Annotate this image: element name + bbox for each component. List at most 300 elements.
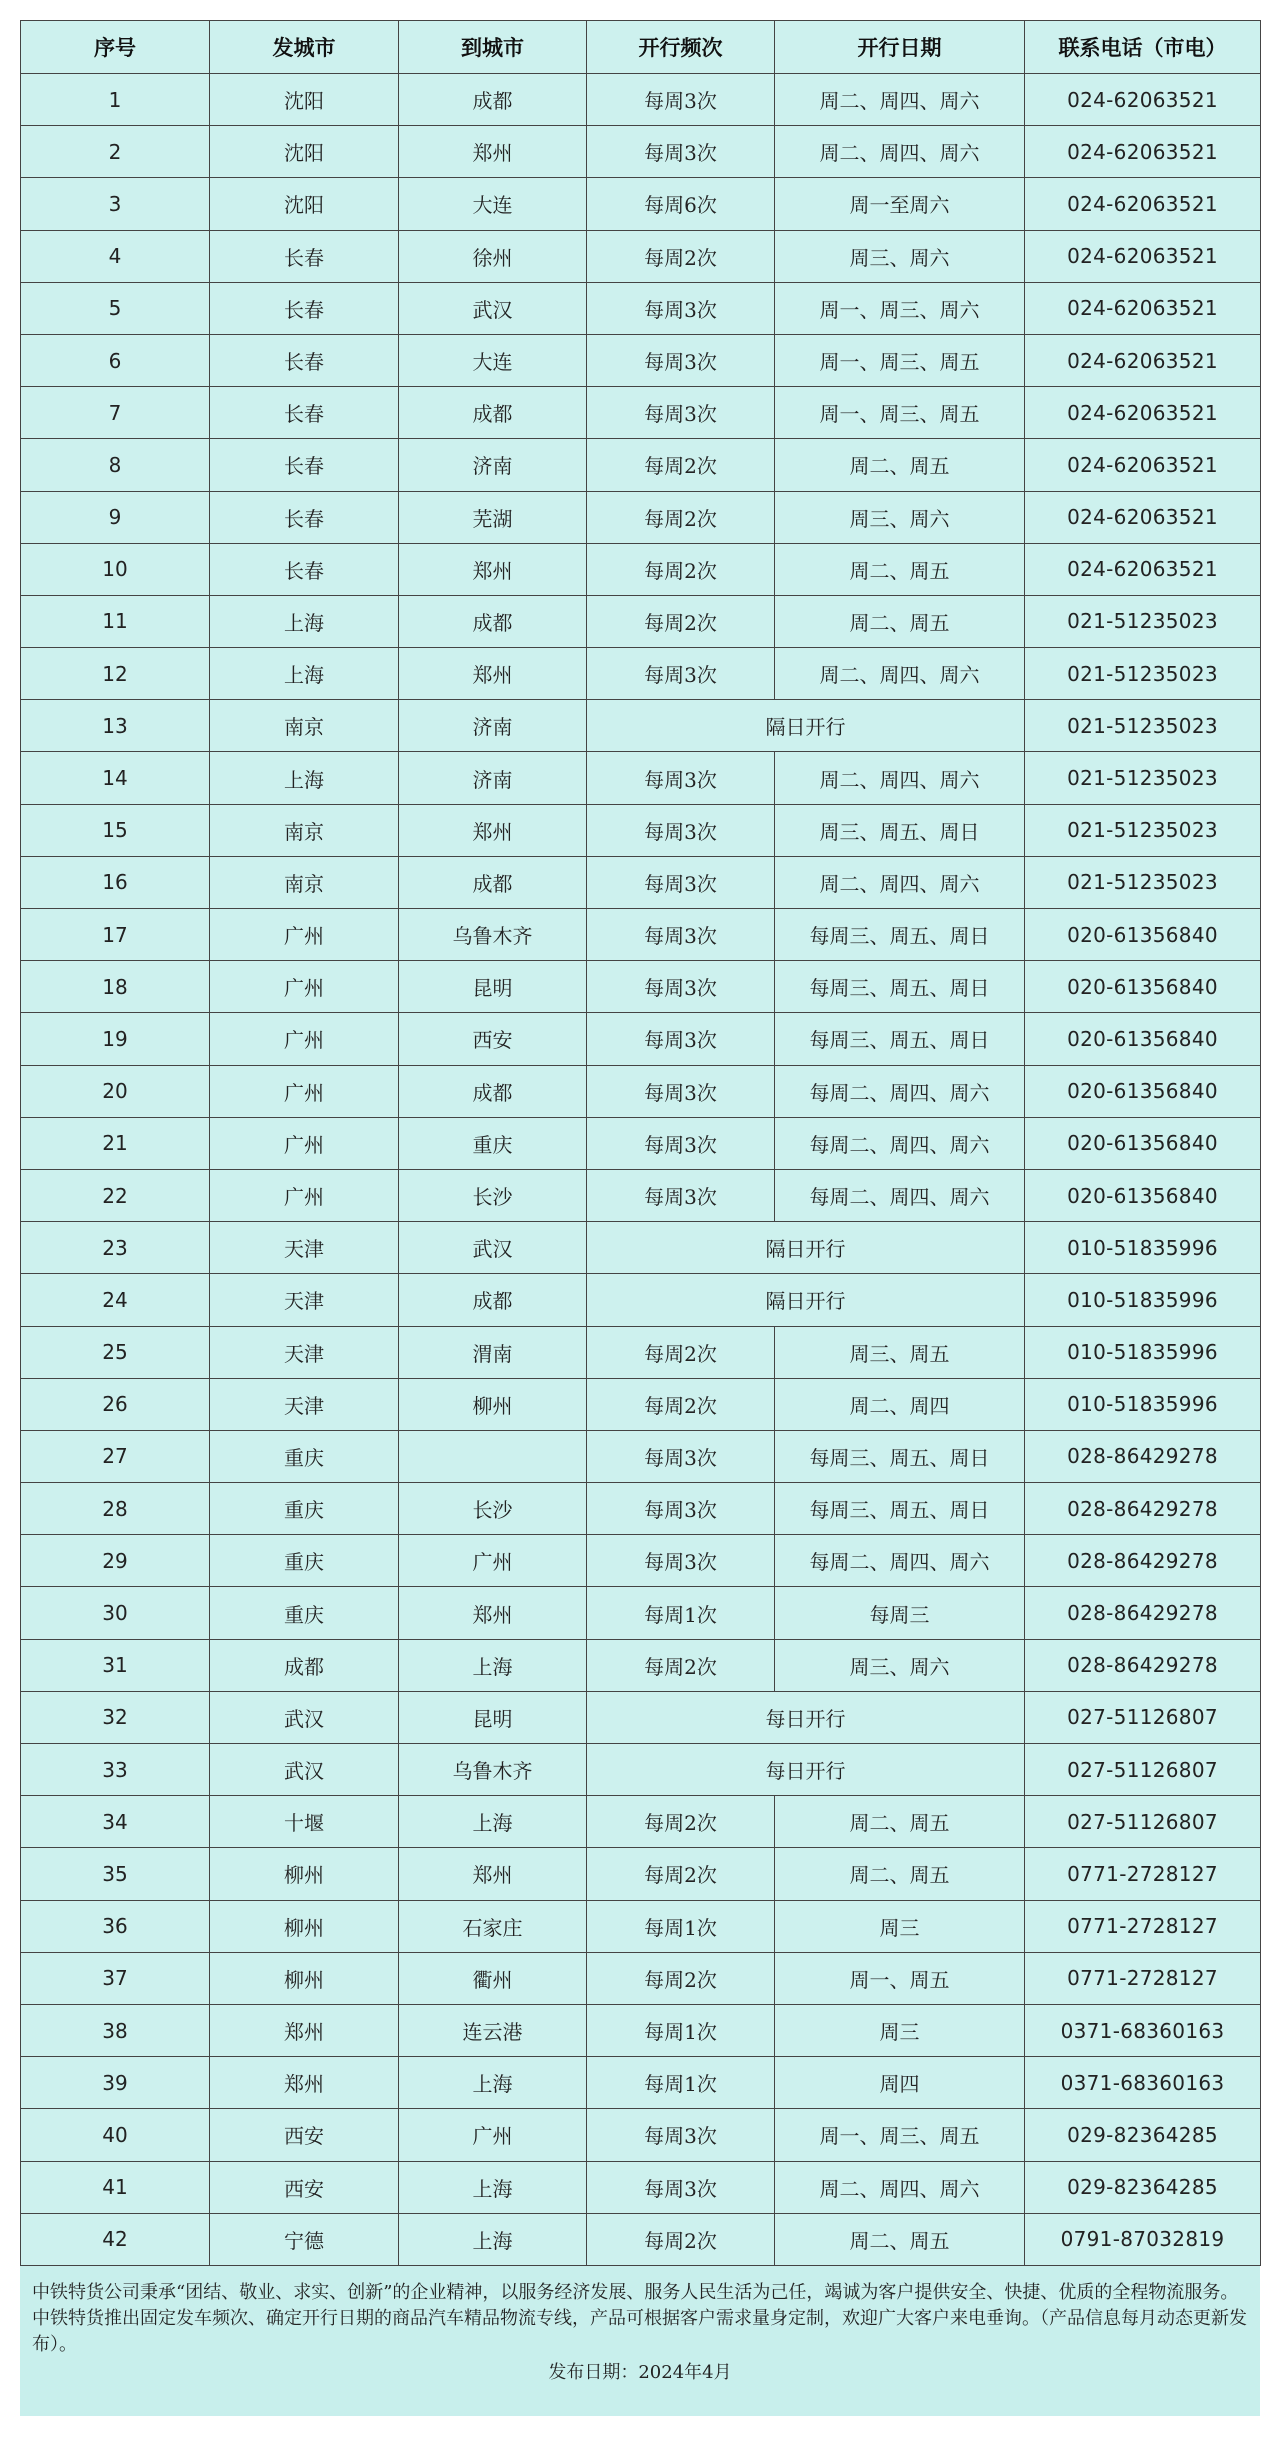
cell-from-city: 上海 xyxy=(210,752,399,804)
publish-date: 发布日期：2024年4月 xyxy=(548,2361,732,2383)
cell-phone: 024-62063521 xyxy=(1025,282,1261,334)
cell-no: 37 xyxy=(21,1952,210,2004)
cell-no: 29 xyxy=(21,1535,210,1587)
cell-frequency: 每周3次 xyxy=(587,126,775,178)
cell-run-days: 周三、周五 xyxy=(775,1326,1025,1378)
cell-phone: 0771-2728127 xyxy=(1025,1952,1261,2004)
cell-frequency: 每周3次 xyxy=(587,282,775,334)
table-row xyxy=(21,1065,1261,1117)
cell-frequency: 每周3次 xyxy=(587,74,775,126)
cell-frequency: 每周3次 xyxy=(587,1430,775,1482)
cell-to-city: 上海 xyxy=(399,1796,587,1848)
cell-to-city: 连云港 xyxy=(399,2004,587,2056)
cell-from-city: 长春 xyxy=(210,439,399,491)
cell-to-city xyxy=(399,1430,587,1482)
cell-merged-schedule: 隔日开行 xyxy=(587,700,1025,752)
cell-run-days: 周二、周五 xyxy=(775,1848,1025,1900)
cell-frequency: 每周2次 xyxy=(587,1952,775,2004)
cell-to-city: 上海 xyxy=(399,2057,587,2109)
table-row xyxy=(21,491,1261,543)
cell-to-city: 广州 xyxy=(399,1535,587,1587)
cell-from-city: 广州 xyxy=(210,1117,399,1169)
cell-to-city: 长沙 xyxy=(399,1169,587,1221)
cell-frequency: 每周3次 xyxy=(587,2161,775,2213)
cell-frequency: 每周3次 xyxy=(587,334,775,386)
cell-run-days: 周二、周五 xyxy=(775,1796,1025,1848)
table-row xyxy=(21,2213,1261,2265)
route-table xyxy=(20,20,1261,2266)
table-row xyxy=(21,178,1261,230)
cell-run-days: 周三 xyxy=(775,1900,1025,1952)
cell-phone: 024-62063521 xyxy=(1025,126,1261,178)
cell-frequency: 每周3次 xyxy=(587,856,775,908)
cell-run-days: 周三、周五、周日 xyxy=(775,804,1025,856)
cell-phone: 024-62063521 xyxy=(1025,230,1261,282)
cell-no: 24 xyxy=(21,1274,210,1326)
cell-to-city: 上海 xyxy=(399,1639,587,1691)
cell-no: 9 xyxy=(21,491,210,543)
cell-phone: 028-86429278 xyxy=(1025,1587,1261,1639)
cell-frequency: 每周2次 xyxy=(587,491,775,543)
cell-run-days: 周二、周四、周六 xyxy=(775,752,1025,804)
table-row xyxy=(21,1744,1261,1796)
cell-from-city: 长春 xyxy=(210,387,399,439)
cell-no: 12 xyxy=(21,648,210,700)
cell-merged-schedule: 每日开行 xyxy=(587,1691,1025,1743)
cell-no: 13 xyxy=(21,700,210,752)
cell-frequency: 每周2次 xyxy=(587,2213,775,2265)
cell-phone: 028-86429278 xyxy=(1025,1430,1261,1482)
cell-from-city: 南京 xyxy=(210,804,399,856)
cell-no: 33 xyxy=(21,1744,210,1796)
cell-from-city: 广州 xyxy=(210,909,399,961)
cell-from-city: 郑州 xyxy=(210,2004,399,2056)
table-row xyxy=(21,334,1261,386)
table-row xyxy=(21,961,1261,1013)
cell-from-city: 重庆 xyxy=(210,1430,399,1482)
cell-from-city: 天津 xyxy=(210,1222,399,1274)
cell-to-city: 郑州 xyxy=(399,1587,587,1639)
cell-frequency: 每周3次 xyxy=(587,1169,775,1221)
cell-frequency: 每周2次 xyxy=(587,1848,775,1900)
cell-phone: 024-62063521 xyxy=(1025,543,1261,595)
cell-run-days: 每周二、周四、周六 xyxy=(775,1169,1025,1221)
cell-phone: 021-51235023 xyxy=(1025,804,1261,856)
cell-merged-schedule: 每日开行 xyxy=(587,1744,1025,1796)
header-frequency: 开行频次 xyxy=(587,21,775,74)
footer-notice xyxy=(20,2266,1260,2416)
cell-from-city: 广州 xyxy=(210,1169,399,1221)
cell-no: 4 xyxy=(21,230,210,282)
cell-phone: 010-51835996 xyxy=(1025,1274,1261,1326)
cell-run-days: 每周三、周五、周日 xyxy=(775,1483,1025,1535)
cell-from-city: 重庆 xyxy=(210,1483,399,1535)
cell-phone: 020-61356840 xyxy=(1025,1013,1261,1065)
cell-no: 11 xyxy=(21,595,210,647)
cell-from-city: 武汉 xyxy=(210,1691,399,1743)
cell-no: 17 xyxy=(21,909,210,961)
cell-frequency: 每周3次 xyxy=(587,1065,775,1117)
cell-run-days: 每周二、周四、周六 xyxy=(775,1065,1025,1117)
table-row xyxy=(21,1013,1261,1065)
cell-phone: 020-61356840 xyxy=(1025,1169,1261,1221)
cell-frequency: 每周1次 xyxy=(587,2057,775,2109)
cell-phone: 028-86429278 xyxy=(1025,1639,1261,1691)
cell-run-days: 周一至周六 xyxy=(775,178,1025,230)
table-row xyxy=(21,1796,1261,1848)
cell-phone: 010-51835996 xyxy=(1025,1378,1261,1430)
cell-to-city: 昆明 xyxy=(399,1691,587,1743)
cell-phone: 020-61356840 xyxy=(1025,1117,1261,1169)
cell-to-city: 成都 xyxy=(399,1065,587,1117)
table-row xyxy=(21,439,1261,491)
table-row xyxy=(21,74,1261,126)
cell-no: 41 xyxy=(21,2161,210,2213)
cell-run-days: 每周三、周五、周日 xyxy=(775,909,1025,961)
cell-frequency: 每周3次 xyxy=(587,387,775,439)
cell-to-city: 西安 xyxy=(399,1013,587,1065)
cell-from-city: 郑州 xyxy=(210,2057,399,2109)
cell-run-days: 周一、周五 xyxy=(775,1952,1025,2004)
cell-no: 7 xyxy=(21,387,210,439)
cell-phone: 021-51235023 xyxy=(1025,700,1261,752)
table-row xyxy=(21,1483,1261,1535)
cell-no: 10 xyxy=(21,543,210,595)
cell-run-days: 周二、周四、周六 xyxy=(775,648,1025,700)
cell-no: 38 xyxy=(21,2004,210,2056)
cell-no: 36 xyxy=(21,1900,210,1952)
cell-from-city: 上海 xyxy=(210,595,399,647)
table-row xyxy=(21,230,1261,282)
cell-frequency: 每周3次 xyxy=(587,1535,775,1587)
cell-from-city: 宁德 xyxy=(210,2213,399,2265)
cell-frequency: 每周2次 xyxy=(587,1796,775,1848)
cell-to-city: 石家庄 xyxy=(399,1900,587,1952)
cell-to-city: 济南 xyxy=(399,439,587,491)
header-to-city: 到城市 xyxy=(399,21,587,74)
cell-phone: 010-51835996 xyxy=(1025,1222,1261,1274)
cell-phone: 028-86429278 xyxy=(1025,1483,1261,1535)
table-row xyxy=(21,1900,1261,1952)
cell-to-city: 郑州 xyxy=(399,1848,587,1900)
cell-from-city: 长春 xyxy=(210,230,399,282)
cell-to-city: 武汉 xyxy=(399,282,587,334)
cell-to-city: 郑州 xyxy=(399,648,587,700)
cell-run-days: 周二、周四、周六 xyxy=(775,74,1025,126)
cell-run-days: 每周三、周五、周日 xyxy=(775,961,1025,1013)
cell-no: 26 xyxy=(21,1378,210,1430)
cell-from-city: 成都 xyxy=(210,1639,399,1691)
cell-from-city: 十堰 xyxy=(210,1796,399,1848)
cell-run-days: 周一、周三、周六 xyxy=(775,282,1025,334)
table-row xyxy=(21,1952,1261,2004)
cell-from-city: 南京 xyxy=(210,856,399,908)
cell-no: 21 xyxy=(21,1117,210,1169)
cell-from-city: 柳州 xyxy=(210,1952,399,2004)
cell-run-days: 周三、周六 xyxy=(775,230,1025,282)
cell-frequency: 每周2次 xyxy=(587,1378,775,1430)
cell-no: 14 xyxy=(21,752,210,804)
table-row xyxy=(21,543,1261,595)
cell-phone: 024-62063521 xyxy=(1025,74,1261,126)
header-no: 序号 xyxy=(21,21,210,74)
table-row xyxy=(21,1117,1261,1169)
cell-from-city: 重庆 xyxy=(210,1535,399,1587)
cell-from-city: 长春 xyxy=(210,282,399,334)
header-from-city: 发城市 xyxy=(210,21,399,74)
cell-frequency: 每周1次 xyxy=(587,1587,775,1639)
cell-phone: 010-51835996 xyxy=(1025,1326,1261,1378)
cell-from-city: 天津 xyxy=(210,1326,399,1378)
cell-run-days: 每周三、周五、周日 xyxy=(775,1430,1025,1482)
table-row xyxy=(21,1169,1261,1221)
cell-to-city: 武汉 xyxy=(399,1222,587,1274)
cell-phone: 0371-68360163 xyxy=(1025,2004,1261,2056)
table-row xyxy=(21,2057,1261,2109)
table-row xyxy=(21,804,1261,856)
cell-frequency: 每周3次 xyxy=(587,1117,775,1169)
cell-to-city: 大连 xyxy=(399,334,587,386)
cell-from-city: 柳州 xyxy=(210,1848,399,1900)
cell-no: 30 xyxy=(21,1587,210,1639)
cell-phone: 021-51235023 xyxy=(1025,752,1261,804)
cell-no: 3 xyxy=(21,178,210,230)
table-row xyxy=(21,595,1261,647)
table-row xyxy=(21,909,1261,961)
cell-run-days: 每周二、周四、周六 xyxy=(775,1535,1025,1587)
cell-no: 42 xyxy=(21,2213,210,2265)
cell-phone: 0771-2728127 xyxy=(1025,1848,1261,1900)
cell-no: 5 xyxy=(21,282,210,334)
header-phone: 联系电话（市电） xyxy=(1025,21,1261,74)
cell-no: 25 xyxy=(21,1326,210,1378)
cell-frequency: 每周3次 xyxy=(587,961,775,1013)
table-row xyxy=(21,126,1261,178)
cell-to-city: 成都 xyxy=(399,387,587,439)
cell-phone: 020-61356840 xyxy=(1025,1065,1261,1117)
cell-merged-schedule: 隔日开行 xyxy=(587,1222,1025,1274)
cell-from-city: 武汉 xyxy=(210,1744,399,1796)
table-row xyxy=(21,1274,1261,1326)
cell-frequency: 每周3次 xyxy=(587,1013,775,1065)
cell-frequency: 每周3次 xyxy=(587,909,775,961)
cell-to-city: 乌鲁木齐 xyxy=(399,909,587,961)
cell-frequency: 每周3次 xyxy=(587,752,775,804)
table-row xyxy=(21,1326,1261,1378)
cell-phone: 027-51126807 xyxy=(1025,1744,1261,1796)
cell-from-city: 广州 xyxy=(210,1013,399,1065)
cell-no: 6 xyxy=(21,334,210,386)
cell-no: 40 xyxy=(21,2109,210,2161)
route-table-body xyxy=(21,74,1261,2266)
cell-phone: 029-82364285 xyxy=(1025,2161,1261,2213)
table-row xyxy=(21,1535,1261,1587)
table-row xyxy=(21,1639,1261,1691)
cell-run-days: 周二、周四、周六 xyxy=(775,856,1025,908)
table-row xyxy=(21,752,1261,804)
cell-phone: 0791-87032819 xyxy=(1025,2213,1261,2265)
cell-to-city: 成都 xyxy=(399,856,587,908)
cell-run-days: 周四 xyxy=(775,2057,1025,2109)
cell-frequency: 每周2次 xyxy=(587,543,775,595)
cell-run-days: 周三、周六 xyxy=(775,491,1025,543)
route-sheet xyxy=(20,20,1260,2416)
cell-frequency: 每周2次 xyxy=(587,1326,775,1378)
cell-no: 32 xyxy=(21,1691,210,1743)
cell-from-city: 天津 xyxy=(210,1274,399,1326)
cell-to-city: 乌鲁木齐 xyxy=(399,1744,587,1796)
cell-frequency: 每周1次 xyxy=(587,1900,775,1952)
cell-to-city: 渭南 xyxy=(399,1326,587,1378)
cell-frequency: 每周2次 xyxy=(587,230,775,282)
cell-frequency: 每周2次 xyxy=(587,1639,775,1691)
table-header-row xyxy=(21,21,1261,74)
cell-frequency: 每周3次 xyxy=(587,648,775,700)
cell-from-city: 广州 xyxy=(210,1065,399,1117)
cell-no: 19 xyxy=(21,1013,210,1065)
cell-no: 16 xyxy=(21,856,210,908)
cell-no: 1 xyxy=(21,74,210,126)
table-row xyxy=(21,387,1261,439)
cell-run-days: 周三 xyxy=(775,2004,1025,2056)
cell-to-city: 上海 xyxy=(399,2161,587,2213)
cell-to-city: 成都 xyxy=(399,74,587,126)
cell-phone: 021-51235023 xyxy=(1025,595,1261,647)
cell-to-city: 广州 xyxy=(399,2109,587,2161)
footer-paragraph: 中铁特货公司秉承“团结、敬业、求实、创新”的企业精神，以服务经济发展、服务人民生活为己任，竭诚为客户提供安全、快捷、优质的全程物流服务。中铁特货推出固定发车频次、确定开行日期的商品汽车精品物流专线，产品可根据客户需求量身定制，欢迎广大客户来电垂询。（产品信息每月动态更新发布）。 xyxy=(32,2281,1247,2355)
cell-to-city: 徐州 xyxy=(399,230,587,282)
table-row xyxy=(21,282,1261,334)
cell-phone: 020-61356840 xyxy=(1025,961,1261,1013)
cell-merged-schedule: 隔日开行 xyxy=(587,1274,1025,1326)
cell-to-city: 重庆 xyxy=(399,1117,587,1169)
cell-to-city: 柳州 xyxy=(399,1378,587,1430)
cell-to-city: 济南 xyxy=(399,700,587,752)
table-row xyxy=(21,1691,1261,1743)
cell-to-city: 郑州 xyxy=(399,543,587,595)
cell-phone: 0371-68360163 xyxy=(1025,2057,1261,2109)
cell-no: 20 xyxy=(21,1065,210,1117)
cell-to-city: 成都 xyxy=(399,595,587,647)
cell-run-days: 周一、周三、周五 xyxy=(775,387,1025,439)
cell-frequency: 每周2次 xyxy=(587,439,775,491)
cell-from-city: 南京 xyxy=(210,700,399,752)
cell-no: 22 xyxy=(21,1169,210,1221)
table-row xyxy=(21,700,1261,752)
cell-from-city: 西安 xyxy=(210,2109,399,2161)
cell-no: 23 xyxy=(21,1222,210,1274)
cell-to-city: 成都 xyxy=(399,1274,587,1326)
cell-run-days: 每周三、周五、周日 xyxy=(775,1013,1025,1065)
cell-phone: 024-62063521 xyxy=(1025,178,1261,230)
cell-phone: 029-82364285 xyxy=(1025,2109,1261,2161)
cell-no: 8 xyxy=(21,439,210,491)
table-row xyxy=(21,1430,1261,1482)
cell-run-days: 周二、周五 xyxy=(775,595,1025,647)
cell-no: 15 xyxy=(21,804,210,856)
cell-phone: 028-86429278 xyxy=(1025,1535,1261,1587)
cell-from-city: 长春 xyxy=(210,491,399,543)
cell-phone: 024-62063521 xyxy=(1025,439,1261,491)
cell-phone: 027-51126807 xyxy=(1025,1691,1261,1743)
cell-from-city: 沈阳 xyxy=(210,178,399,230)
cell-run-days: 周二、周五 xyxy=(775,543,1025,595)
cell-no: 27 xyxy=(21,1430,210,1482)
cell-no: 31 xyxy=(21,1639,210,1691)
cell-no: 2 xyxy=(21,126,210,178)
cell-run-days: 周三、周六 xyxy=(775,1639,1025,1691)
cell-phone: 021-51235023 xyxy=(1025,648,1261,700)
table-row xyxy=(21,1222,1261,1274)
cell-to-city: 大连 xyxy=(399,178,587,230)
cell-frequency: 每周3次 xyxy=(587,1483,775,1535)
cell-no: 18 xyxy=(21,961,210,1013)
cell-to-city: 昆明 xyxy=(399,961,587,1013)
cell-frequency: 每周3次 xyxy=(587,2109,775,2161)
cell-phone: 024-62063521 xyxy=(1025,334,1261,386)
cell-run-days: 周二、周五 xyxy=(775,439,1025,491)
cell-phone: 024-62063521 xyxy=(1025,387,1261,439)
cell-to-city: 郑州 xyxy=(399,804,587,856)
table-row xyxy=(21,2004,1261,2056)
cell-from-city: 西安 xyxy=(210,2161,399,2213)
cell-run-days: 每周二、周四、周六 xyxy=(775,1117,1025,1169)
cell-no: 34 xyxy=(21,1796,210,1848)
cell-from-city: 天津 xyxy=(210,1378,399,1430)
header-run-days: 开行日期 xyxy=(775,21,1025,74)
cell-run-days: 周二、周五 xyxy=(775,2213,1025,2265)
cell-run-days: 周二、周四 xyxy=(775,1378,1025,1430)
cell-to-city: 郑州 xyxy=(399,126,587,178)
table-row xyxy=(21,1378,1261,1430)
cell-from-city: 沈阳 xyxy=(210,126,399,178)
cell-to-city: 上海 xyxy=(399,2213,587,2265)
table-row xyxy=(21,1848,1261,1900)
cell-phone: 0771-2728127 xyxy=(1025,1900,1261,1952)
cell-no: 28 xyxy=(21,1483,210,1535)
cell-frequency: 每周1次 xyxy=(587,2004,775,2056)
cell-from-city: 广州 xyxy=(210,961,399,1013)
table-row xyxy=(21,648,1261,700)
cell-from-city: 上海 xyxy=(210,648,399,700)
cell-phone: 020-61356840 xyxy=(1025,909,1261,961)
table-row xyxy=(21,2109,1261,2161)
cell-run-days: 周一、周三、周五 xyxy=(775,2109,1025,2161)
cell-from-city: 沈阳 xyxy=(210,74,399,126)
cell-run-days: 周二、周四、周六 xyxy=(775,126,1025,178)
cell-run-days: 每周三 xyxy=(775,1587,1025,1639)
cell-phone: 027-51126807 xyxy=(1025,1796,1261,1848)
cell-run-days: 周二、周四、周六 xyxy=(775,2161,1025,2213)
cell-phone: 024-62063521 xyxy=(1025,491,1261,543)
cell-to-city: 衢州 xyxy=(399,1952,587,2004)
cell-no: 35 xyxy=(21,1848,210,1900)
cell-frequency: 每周6次 xyxy=(587,178,775,230)
cell-to-city: 济南 xyxy=(399,752,587,804)
table-row xyxy=(21,856,1261,908)
table-row xyxy=(21,1587,1261,1639)
cell-to-city: 芜湖 xyxy=(399,491,587,543)
cell-from-city: 柳州 xyxy=(210,1900,399,1952)
cell-from-city: 重庆 xyxy=(210,1587,399,1639)
cell-phone: 021-51235023 xyxy=(1025,856,1261,908)
cell-frequency: 每周3次 xyxy=(587,804,775,856)
cell-frequency: 每周2次 xyxy=(587,595,775,647)
cell-no: 39 xyxy=(21,2057,210,2109)
cell-from-city: 长春 xyxy=(210,543,399,595)
table-row xyxy=(21,2161,1261,2213)
cell-to-city: 长沙 xyxy=(399,1483,587,1535)
